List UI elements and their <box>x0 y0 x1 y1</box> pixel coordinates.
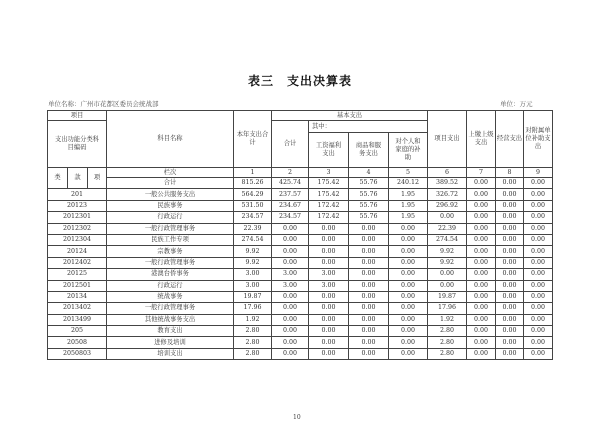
row-value: 0.00 <box>524 200 553 211</box>
row-value: 0.00 <box>349 223 389 234</box>
row-value: 55.76 <box>349 189 389 200</box>
row-value: 2.80 <box>234 337 272 348</box>
row-value: 0.00 <box>467 212 496 223</box>
header-code: 支出功能分类科目编码 <box>48 121 107 168</box>
row-value: 0.00 <box>349 246 389 257</box>
row-value: 0.00 <box>524 234 553 245</box>
row-code: 2012304 <box>48 234 107 245</box>
row-value: 0.00 <box>389 223 428 234</box>
total-cell: 815.26 <box>234 178 272 189</box>
row-name: 其他统战事务支出 <box>107 314 234 325</box>
row-value: 0.00 <box>496 280 524 291</box>
row-value: 0.00 <box>309 326 349 337</box>
row-value: 0.00 <box>349 348 389 359</box>
row-code: 20124 <box>48 246 107 257</box>
header-project-exp: 项目支出 <box>428 111 467 168</box>
row-value: 9.92 <box>234 257 272 268</box>
row-value: 0.00 <box>467 246 496 257</box>
row-value: 0.00 <box>389 291 428 302</box>
row-code: 2013499 <box>48 314 107 325</box>
row-value: 0.00 <box>389 326 428 337</box>
row-code: 20123 <box>48 200 107 211</box>
row-name: 一般行政管理事务 <box>107 303 234 314</box>
row-value: 0.00 <box>309 246 349 257</box>
header-xiang: 项 <box>88 168 107 189</box>
row-value: 0.00 <box>467 200 496 211</box>
row-value: 0.00 <box>349 326 389 337</box>
row-value: 0.00 <box>309 291 349 302</box>
header-basic-total: 合计 <box>272 121 309 168</box>
row-value: 0.00 <box>496 234 524 245</box>
row-value: 0.00 <box>524 189 553 200</box>
header-business: 经营支出 <box>496 111 524 168</box>
table-row <box>48 348 553 359</box>
row-value: 0.00 <box>272 234 309 245</box>
row-value: 17.96 <box>428 303 467 314</box>
row-value: 55.76 <box>349 200 389 211</box>
row-value: 0.00 <box>349 280 389 291</box>
row-value: 3.00 <box>272 269 309 280</box>
row-value: 564.29 <box>234 189 272 200</box>
row-value: 0.00 <box>467 257 496 268</box>
row-value: 9.92 <box>428 246 467 257</box>
row-code: 2012302 <box>48 223 107 234</box>
row-name: 一般行政管理事务 <box>107 223 234 234</box>
row-value: 3.00 <box>234 269 272 280</box>
row-value: 0.00 <box>496 189 524 200</box>
table-row <box>48 223 553 234</box>
row-value: 3.00 <box>309 269 349 280</box>
table-row <box>48 337 553 348</box>
row-name: 行政运行 <box>107 280 234 291</box>
row-value: 0.00 <box>349 337 389 348</box>
row-name: 教育支出 <box>107 326 234 337</box>
row-value: 2.80 <box>428 326 467 337</box>
row-value: 0.00 <box>467 326 496 337</box>
row-value: 0.00 <box>524 212 553 223</box>
row-name: 港澳台侨事务 <box>107 269 234 280</box>
header-row-index: 栏次 <box>107 168 234 178</box>
row-value: 326.72 <box>428 189 467 200</box>
row-value: 19.87 <box>234 291 272 302</box>
column-number: 7 <box>467 168 496 178</box>
row-value: 0.00 <box>309 257 349 268</box>
row-value: 0.00 <box>272 291 309 302</box>
row-value: 0.00 <box>349 303 389 314</box>
row-value: 0.00 <box>467 337 496 348</box>
row-value: 0.00 <box>496 348 524 359</box>
row-value: 1.95 <box>389 200 428 211</box>
row-value: 1.95 <box>389 189 428 200</box>
total-cell: 175.42 <box>309 178 349 189</box>
row-value: 2.80 <box>428 348 467 359</box>
header-lei: 类 <box>48 168 68 189</box>
row-code: 2012501 <box>48 280 107 291</box>
row-value: 0.00 <box>496 257 524 268</box>
row-value: 274.54 <box>234 234 272 245</box>
row-value: 0.00 <box>349 269 389 280</box>
row-value: 0.00 <box>389 246 428 257</box>
row-value: 1.92 <box>234 314 272 325</box>
row-value: 0.00 <box>389 303 428 314</box>
total-cell: 240.12 <box>389 178 428 189</box>
row-value: 22.39 <box>234 223 272 234</box>
column-number: 8 <box>496 168 524 178</box>
row-value: 0.00 <box>524 280 553 291</box>
row-value: 0.00 <box>309 303 349 314</box>
row-name: 统战事务 <box>107 291 234 302</box>
header-salary: 工资福利支出 <box>309 133 349 168</box>
row-value: 0.00 <box>428 269 467 280</box>
row-value: 0.00 <box>467 291 496 302</box>
row-name: 民族事务 <box>107 200 234 211</box>
header-personal: 对个人和家庭的补助 <box>389 133 428 168</box>
table-row <box>48 269 553 280</box>
row-code: 20125 <box>48 269 107 280</box>
row-value: 0.00 <box>272 303 309 314</box>
row-value: 0.00 <box>389 337 428 348</box>
row-value: 0.00 <box>309 223 349 234</box>
row-value: 0.00 <box>467 234 496 245</box>
row-value: 0.00 <box>496 337 524 348</box>
total-cell: 425.74 <box>272 178 309 189</box>
row-value: 0.00 <box>309 314 349 325</box>
row-value: 0.00 <box>467 280 496 291</box>
total-cell: 55.76 <box>349 178 389 189</box>
row-value: 0.00 <box>524 257 553 268</box>
row-value: 0.00 <box>389 257 428 268</box>
row-name: 培训支出 <box>107 348 234 359</box>
row-value: 0.00 <box>309 348 349 359</box>
table-row <box>48 291 553 302</box>
header-name: 科目名称 <box>107 111 234 168</box>
row-value: 2.80 <box>234 348 272 359</box>
total-cell: 0.00 <box>524 178 553 189</box>
column-number: 2 <box>272 168 309 178</box>
column-number: 1 <box>234 168 272 178</box>
total-row <box>48 178 553 189</box>
row-value: 22.39 <box>428 223 467 234</box>
page-number: 10 <box>293 414 301 421</box>
column-number: 9 <box>524 168 553 178</box>
row-value: 0.00 <box>496 246 524 257</box>
row-value: 296.92 <box>428 200 467 211</box>
row-name: 行政运行 <box>107 212 234 223</box>
row-value: 0.00 <box>467 303 496 314</box>
row-value: 0.00 <box>496 314 524 325</box>
total-cell: 389.52 <box>428 178 467 189</box>
column-number: 4 <box>349 168 389 178</box>
table-row <box>48 246 553 257</box>
row-value: 0.00 <box>389 280 428 291</box>
row-value: 0.00 <box>272 223 309 234</box>
column-number: 3 <box>309 168 349 178</box>
row-value: 0.00 <box>349 257 389 268</box>
table-row <box>48 212 553 223</box>
row-value: 0.00 <box>524 269 553 280</box>
table-row <box>48 280 553 291</box>
header-basic: 基本支出 <box>272 111 428 121</box>
header-of-which: 其中： <box>309 121 428 133</box>
header-upper: 上缴上级支出 <box>467 111 496 168</box>
row-value: 9.92 <box>428 257 467 268</box>
row-code: 20134 <box>48 291 107 302</box>
column-number: 5 <box>389 168 428 178</box>
row-value: 0.00 <box>467 269 496 280</box>
row-value: 0.00 <box>524 337 553 348</box>
row-value: 0.00 <box>349 291 389 302</box>
row-value: 0.00 <box>272 348 309 359</box>
row-value: 0.00 <box>389 314 428 325</box>
row-value: 3.00 <box>272 280 309 291</box>
header-goods: 商品和服务支出 <box>349 133 389 168</box>
table-row <box>48 189 553 200</box>
row-value: 274.54 <box>428 234 467 245</box>
row-value: 0.00 <box>524 314 553 325</box>
row-name: 进修及培训 <box>107 337 234 348</box>
row-value: 172.42 <box>309 200 349 211</box>
header-kuan: 款 <box>68 168 88 189</box>
row-value: 531.50 <box>234 200 272 211</box>
row-value: 0.00 <box>524 326 553 337</box>
row-value: 0.00 <box>524 223 553 234</box>
row-value: 234.57 <box>272 212 309 223</box>
row-value: 0.00 <box>428 212 467 223</box>
row-value: 0.00 <box>467 348 496 359</box>
table-row <box>48 234 553 245</box>
row-value: 0.00 <box>428 280 467 291</box>
table-row <box>48 303 553 314</box>
row-code: 2012402 <box>48 257 107 268</box>
row-value: 237.57 <box>272 189 309 200</box>
row-value: 1.95 <box>389 212 428 223</box>
row-value: 1.92 <box>428 314 467 325</box>
row-value: 0.00 <box>467 189 496 200</box>
row-value: 0.00 <box>524 291 553 302</box>
row-value: 175.42 <box>309 189 349 200</box>
row-value: 19.87 <box>428 291 467 302</box>
row-value: 0.00 <box>524 348 553 359</box>
row-value: 0.00 <box>272 246 309 257</box>
row-value: 0.00 <box>524 246 553 257</box>
row-value: 234.67 <box>272 200 309 211</box>
row-code: 205 <box>48 326 107 337</box>
row-value: 17.96 <box>234 303 272 314</box>
total-cell: 0.00 <box>467 178 496 189</box>
row-code: 2050803 <box>48 348 107 359</box>
row-code: 2012301 <box>48 212 107 223</box>
row-value: 172.42 <box>309 212 349 223</box>
row-value: 0.00 <box>272 314 309 325</box>
row-name: 一般行政管理事务 <box>107 257 234 268</box>
row-value: 3.00 <box>309 280 349 291</box>
row-value: 0.00 <box>309 234 349 245</box>
document-title: 表三 支出决算表 <box>247 74 352 88</box>
table-row <box>48 257 553 268</box>
column-number: 6 <box>428 168 467 178</box>
total-label: 合计 <box>107 178 234 189</box>
row-name: 民族工作专项 <box>107 234 234 245</box>
row-value: 0.00 <box>389 234 428 245</box>
row-value: 0.00 <box>496 200 524 211</box>
table-row <box>48 314 553 325</box>
header-total: 本年支出合计 <box>234 111 272 168</box>
row-value: 0.00 <box>467 223 496 234</box>
unit-name: 单位名称：广州市花都区委员会统战部 <box>48 100 159 108</box>
row-value: 0.00 <box>272 257 309 268</box>
row-value: 2.80 <box>234 326 272 337</box>
row-value: 0.00 <box>349 234 389 245</box>
row-value: 0.00 <box>496 223 524 234</box>
row-value: 0.00 <box>496 326 524 337</box>
header-project: 项目 <box>48 111 107 121</box>
row-value: 3.00 <box>234 280 272 291</box>
row-name: 一般公共服务支出 <box>107 189 234 200</box>
total-cell: 0.00 <box>496 178 524 189</box>
row-value: 0.00 <box>496 291 524 302</box>
header-subsidiary: 对附属单位补助支出 <box>524 111 553 168</box>
row-name: 宗教事务 <box>107 246 234 257</box>
row-code: 20508 <box>48 337 107 348</box>
row-value: 0.00 <box>389 348 428 359</box>
row-code: 2013402 <box>48 303 107 314</box>
row-value: 0.00 <box>496 303 524 314</box>
row-value: 0.00 <box>496 212 524 223</box>
row-code: 201 <box>48 189 107 200</box>
row-value: 234.57 <box>234 212 272 223</box>
row-value: 0.00 <box>389 269 428 280</box>
row-value: 0.00 <box>349 314 389 325</box>
row-value: 9.92 <box>234 246 272 257</box>
currency-unit: 单位：万元 <box>500 100 533 108</box>
table-row <box>48 200 553 211</box>
row-value: 0.00 <box>272 326 309 337</box>
row-value: 55.76 <box>349 212 389 223</box>
row-value: 0.00 <box>496 269 524 280</box>
row-value: 0.00 <box>309 337 349 348</box>
row-value: 2.80 <box>428 337 467 348</box>
table-row <box>48 326 553 337</box>
row-value: 0.00 <box>467 314 496 325</box>
row-value: 0.00 <box>272 337 309 348</box>
expenditure-table <box>47 110 553 360</box>
row-value: 0.00 <box>524 303 553 314</box>
